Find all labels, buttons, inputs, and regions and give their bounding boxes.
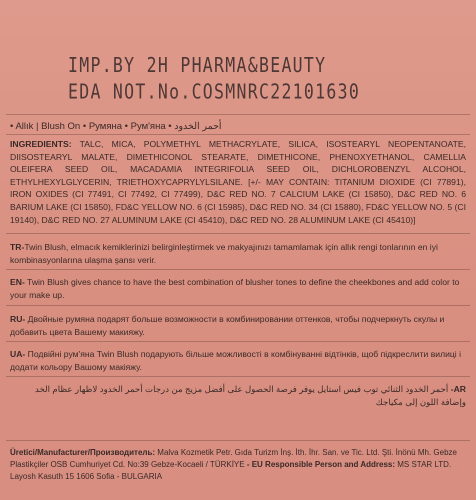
- divider: [6, 134, 470, 135]
- divider: [6, 376, 470, 377]
- description-ru: [10, 313, 466, 338]
- ingredients-text: TALC, MICA, POLYMETHYL METHACRYLATE, SILICA, ISOSTEARYL NEOPENTANOATE, DIISOSTEARYL MALATE, DIMETHICONOL STEARATE, DIMETHICONE, PHENOXYETHANOL, CAMELLIA OLEIFERA SEED OIL, MACADAMIA INTEGRIFOLIA SEED OIL, DICHLOROBENZYL ALCOHOL, ETHYLHEXYLGLYCERIN, TRIETHOXYCAPRYLYLSILANE. [+/- MAY CONTAIN: TITANIUM DIOXIDE (CI 77891), IRON OXIDES (CI 77491, CI 77492, CI 77499), D&C RED NO. 7 CALCIUM LAKE (CI 15850), D&C RED NO. 6 BARIUM LAKE (CI 15850), FD&C YELLOW NO. 6 (CI 15985), D&C RED NO. 34 (CI 15880), FD&C YELLOW NO. 5 (CI 19140), D&C RED NO. 27 ALUMINUM LAKE (CI 45410), D&C RED NO. 28 ALUMINUM LAKE (CI 45410)]: [10, 139, 466, 225]
- divider: [6, 233, 470, 234]
- divider: [6, 341, 470, 342]
- stamp-line-importer: IMP.BY 2H PHARMA&BEAUTY: [68, 53, 327, 77]
- description-tr: [10, 241, 466, 266]
- manufacturer-address: Malva Kozmetik Petr. Gıda Turizm İnş. İth. İhr. San. ve Tic. Ltd. Şti. İnönü Mh. Gebze Plastikçiler OSB Cumhuriyet Cd. No:39 Gebze-Kocaeli / TÜRKİYE: [10, 448, 457, 469]
- stamp-line-registration: EDA NOT.No.COSMNRC22101630: [68, 79, 361, 104]
- eu-responsible-address: MS STAR LTD. Layosh Kasuth 15 1606 Sofia - BULGARIA: [10, 460, 452, 481]
- eu-responsible-label: - EU Responsible Person and Address:: [244, 460, 396, 469]
- description-en-text: Twin Blush gives chance to have the best combination of blusher tones to define the cheekbones and add color to your make up.: [10, 277, 460, 300]
- lang-label-ar: AR-: [450, 384, 466, 394]
- divider: [6, 114, 470, 115]
- product-name-languages: • Allık | Blush On • Румяна • Рум'яна • أحمر الخدود: [10, 121, 222, 132]
- description-ru-text: Двойные румяна подарят больше возможности в комбинировании оттенков, чтобы подчеркнуть скулы и добавить цвета Вашему макияжу.: [10, 314, 445, 337]
- description-ua: [10, 348, 466, 373]
- manufacturer-info: [10, 447, 466, 483]
- lang-label-ru: RU-: [10, 314, 26, 324]
- ingredients-block: [10, 138, 466, 226]
- divider: [6, 305, 470, 306]
- divider: [6, 440, 470, 441]
- description-ua-text: Подвійні рум'яна Twin Blush подарують більше можливості в комбінуванні відтінків, щоб підкреслити вилиці і додати кольору Вашому макіяжу.: [10, 349, 462, 372]
- lang-label-en: EN-: [10, 277, 25, 287]
- description-tr-text: Twin Blush, elmacık kemiklerinizi belirginleştirmek ve makyajınızı tamamlamak için allık rengi tonlarının en iyi kombinasyonlarına ulaşma şansı verir.: [10, 242, 438, 265]
- description-ar-text: أحمر الخدود الثنائي توب فيس استايل يوفر فرصة الحصول على أفضل مزيج من درجات أحمر الخدود لاظهار عظام الخد وإضافة اللون إلى مكياجك: [34, 384, 466, 407]
- lang-label-tr: TR-: [10, 242, 25, 252]
- description-en: [10, 276, 466, 301]
- import-stamp: [68, 52, 458, 105]
- ingredients-label: INGREDIENTS:: [10, 139, 72, 149]
- description-ar: [10, 383, 466, 408]
- divider: [6, 269, 470, 270]
- lang-label-ua: UA-: [10, 349, 26, 359]
- manufacturer-label: Üretici/Manufacturer/Производитель:: [10, 448, 156, 457]
